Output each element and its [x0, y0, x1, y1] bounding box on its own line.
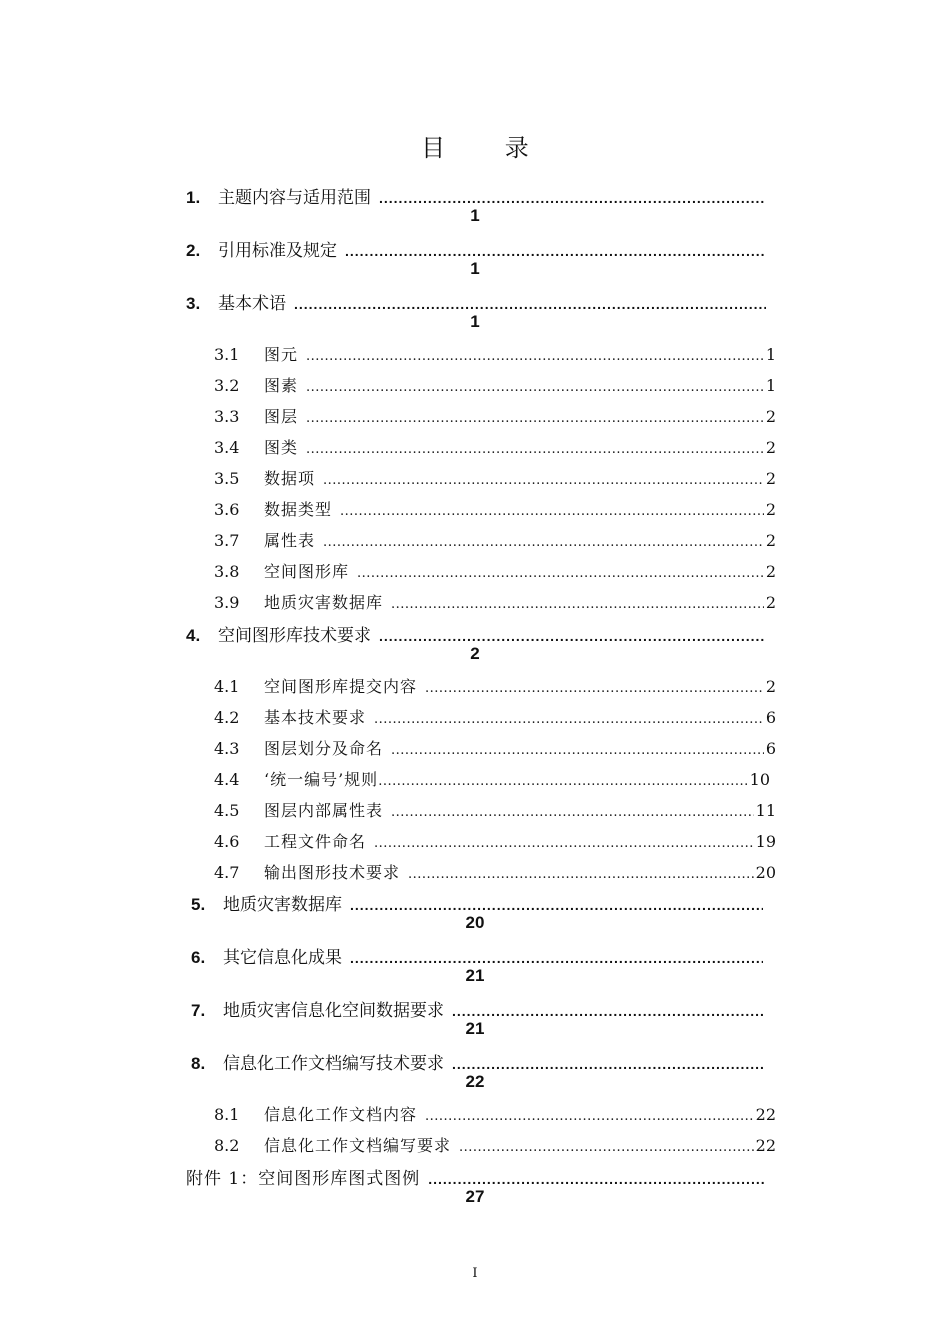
toc-entry-attachment-1[interactable]: [186, 1164, 766, 1189]
toc-subentry-label: 信息化工作文档内容: [264, 1105, 418, 1124]
page-title: 目 录: [421, 134, 555, 162]
toc-subentry-4-1[interactable]: [214, 674, 776, 697]
toc-subentry-label: 图层: [264, 407, 299, 426]
dot-leader: [378, 774, 747, 789]
toc-subentry-number: 4.2: [214, 708, 240, 727]
toc-subentry-label: ‘统一编号’规则: [264, 770, 379, 789]
toc-subentry-3-3[interactable]: [214, 404, 776, 427]
toc-subentry-4-3[interactable]: [214, 736, 776, 759]
toc-subentry-4-5[interactable]: [214, 798, 776, 821]
toc-entry-label: 其它信息化成果: [223, 948, 342, 968]
dot-leader: [452, 1003, 763, 1019]
dot-leader: [306, 380, 764, 395]
toc-subentry-label: 空间图形库: [264, 562, 350, 581]
toc-subentry-number: 8.2: [214, 1136, 240, 1155]
toc-entry-6[interactable]: [191, 943, 763, 968]
toc-subentry-3-2[interactable]: [214, 373, 776, 396]
toc-entry-page: 20: [465, 913, 485, 932]
toc-subentry-label: 图类: [264, 438, 299, 457]
toc-entry-2[interactable]: [186, 236, 766, 261]
toc-entry-label: 引用标准及规定: [218, 241, 337, 261]
toc-entry-label: 空间图形库技术要求: [218, 626, 371, 646]
dot-leader: [379, 628, 766, 644]
toc-subentry-page: 10: [749, 770, 770, 789]
toc-subentry-page: 20: [755, 863, 776, 882]
dot-leader: [350, 950, 763, 966]
toc-subentry-3-7[interactable]: [214, 528, 776, 551]
toc-subentry-number: 4.5: [214, 801, 240, 820]
toc-entry-page: 27: [465, 1187, 485, 1206]
toc-subentry-number: 4.1: [214, 677, 240, 696]
dot-leader: [459, 1140, 754, 1155]
toc-subentry-label: 基本技术要求: [264, 708, 367, 727]
toc-subentry-number: 3.9: [214, 593, 240, 612]
toc-subentry-number: 4.6: [214, 832, 240, 851]
dot-leader: [425, 681, 764, 696]
toc-subentry-number: 4.7: [214, 863, 240, 882]
toc-entry-page: 21: [465, 1019, 485, 1038]
toc-subentry-page: 1: [765, 345, 776, 364]
toc-entry-page: 21: [465, 966, 485, 985]
toc-entry-number: 5.: [191, 895, 206, 914]
dot-leader: [350, 897, 763, 913]
dot-leader: [306, 442, 764, 457]
toc-subentry-3-8[interactable]: [214, 559, 776, 582]
toc-subentry-label: 信息化工作文档编写要求: [264, 1136, 452, 1155]
toc-subentry-page: 2: [765, 500, 776, 519]
dot-leader: [391, 597, 764, 612]
toc-subentry-page: 2: [765, 469, 776, 488]
dot-leader: [391, 805, 754, 820]
toc-entry-number: 3.: [186, 294, 201, 313]
toc-subentry-number: 3.2: [214, 376, 240, 395]
dot-leader: [340, 504, 764, 519]
toc-entry-7[interactable]: [191, 996, 763, 1021]
footer-page-number: I: [472, 1266, 478, 1281]
toc-entry-page: 2: [470, 644, 480, 663]
toc-subentry-4-4[interactable]: [214, 767, 770, 790]
toc-subentry-page: 11: [755, 801, 776, 820]
toc-subentry-3-6[interactable]: [214, 497, 776, 520]
toc-subentry-4-2[interactable]: [214, 705, 776, 728]
dot-leader: [428, 1171, 766, 1187]
toc-entry-page: 1: [470, 312, 480, 331]
toc-entry-number: 2.: [186, 241, 201, 260]
toc-subentry-page: 1: [765, 376, 776, 395]
dot-leader: [391, 743, 764, 758]
toc-entry-8[interactable]: [191, 1049, 763, 1074]
toc-subentry-number: 4.3: [214, 739, 240, 758]
toc-subentry-page: 2: [765, 562, 776, 581]
toc-subentry-label: 空间图形库提交内容: [264, 677, 418, 696]
dot-leader: [323, 473, 764, 488]
toc-subentry-label: 属性表: [264, 531, 316, 550]
toc-subentry-4-6[interactable]: [214, 829, 776, 852]
toc-entry-page: 1: [470, 259, 480, 278]
toc-subentry-page: 6: [765, 708, 776, 727]
toc-entry-number: 8.: [191, 1054, 206, 1073]
toc-entry-4[interactable]: [186, 621, 766, 646]
toc-subentry-label: 图素: [264, 376, 299, 395]
toc-entry-label: 主题内容与适用范围: [218, 188, 371, 208]
toc-subentry-label: 数据项: [264, 469, 316, 488]
dot-leader: [452, 1056, 763, 1072]
toc-entry-page: 1: [470, 206, 480, 225]
dot-leader: [374, 712, 764, 727]
toc-subentry-page: 2: [765, 407, 776, 426]
toc-subentry-page: 2: [765, 677, 776, 696]
dot-leader: [374, 836, 754, 851]
toc-subentry-8-2[interactable]: [214, 1133, 776, 1156]
toc-subentry-label: 图层内部属性表: [264, 801, 384, 820]
toc-entry-label: 附件 1：空间图形库图式图例: [186, 1169, 421, 1189]
toc-subentry-label: 图元: [264, 345, 299, 364]
toc-entry-5[interactable]: [191, 890, 763, 915]
toc-subentry-3-1[interactable]: [214, 342, 776, 365]
toc-subentry-label: 输出图形技术要求: [264, 863, 401, 882]
toc-subentry-label: 图层划分及命名: [264, 739, 384, 758]
toc-entry-number: 7.: [191, 1001, 206, 1020]
toc-entry-1[interactable]: [186, 183, 766, 208]
toc-subentry-number: 3.5: [214, 469, 240, 488]
dot-leader: [408, 867, 754, 882]
toc-entry-page: 22: [465, 1072, 485, 1091]
toc-entry-label: 信息化工作文档编写技术要求: [223, 1054, 444, 1074]
toc-subentry-number: 4.4: [214, 770, 240, 789]
toc-subentry-number: 3.7: [214, 531, 240, 550]
toc-subentry-number: 3.1: [214, 345, 240, 364]
dot-leader: [294, 296, 766, 312]
toc-subentry-3-5[interactable]: [214, 466, 776, 489]
toc-subentry-page: 22: [755, 1136, 776, 1155]
toc-subentry-label: 工程文件命名: [264, 832, 367, 851]
toc-subentry-number: 3.3: [214, 407, 240, 426]
toc-entry-label: 地质灾害数据库: [223, 895, 342, 915]
toc-subentry-page: 19: [755, 832, 776, 851]
toc-subentry-page: 2: [765, 531, 776, 550]
toc-entry-number: 1.: [186, 188, 201, 207]
toc-subentry-page: 6: [765, 739, 776, 758]
toc-subentry-page: 2: [765, 438, 776, 457]
toc-subentry-4-7[interactable]: [214, 860, 776, 883]
dot-leader: [425, 1109, 754, 1124]
dot-leader: [306, 411, 764, 426]
dot-leader: [323, 535, 764, 550]
toc-subentry-3-4[interactable]: [214, 435, 776, 458]
dot-leader: [379, 190, 766, 206]
dot-leader: [357, 566, 764, 581]
dot-leader: [306, 349, 764, 364]
toc-entry-number: 6.: [191, 948, 206, 967]
toc-subentry-page: 2: [765, 593, 776, 612]
toc-subentry-8-1[interactable]: [214, 1102, 776, 1125]
toc-subentry-3-9[interactable]: [214, 590, 776, 613]
toc-subentry-number: 3.4: [214, 438, 240, 457]
toc-entry-label: 地质灾害信息化空间数据要求: [223, 1001, 444, 1021]
toc-subentry-page: 22: [755, 1105, 776, 1124]
toc-subentry-number: 3.6: [214, 500, 240, 519]
toc-entry-number: 4.: [186, 626, 201, 645]
dot-leader: [345, 243, 766, 259]
toc-entry-3[interactable]: [186, 289, 766, 314]
toc-subentry-label: 数据类型: [264, 500, 333, 519]
toc-subentry-number: 3.8: [214, 562, 240, 581]
toc-entry-label: 基本术语: [218, 294, 286, 314]
toc-subentry-label: 地质灾害数据库: [264, 593, 384, 612]
toc-subentry-number: 8.1: [214, 1105, 240, 1124]
